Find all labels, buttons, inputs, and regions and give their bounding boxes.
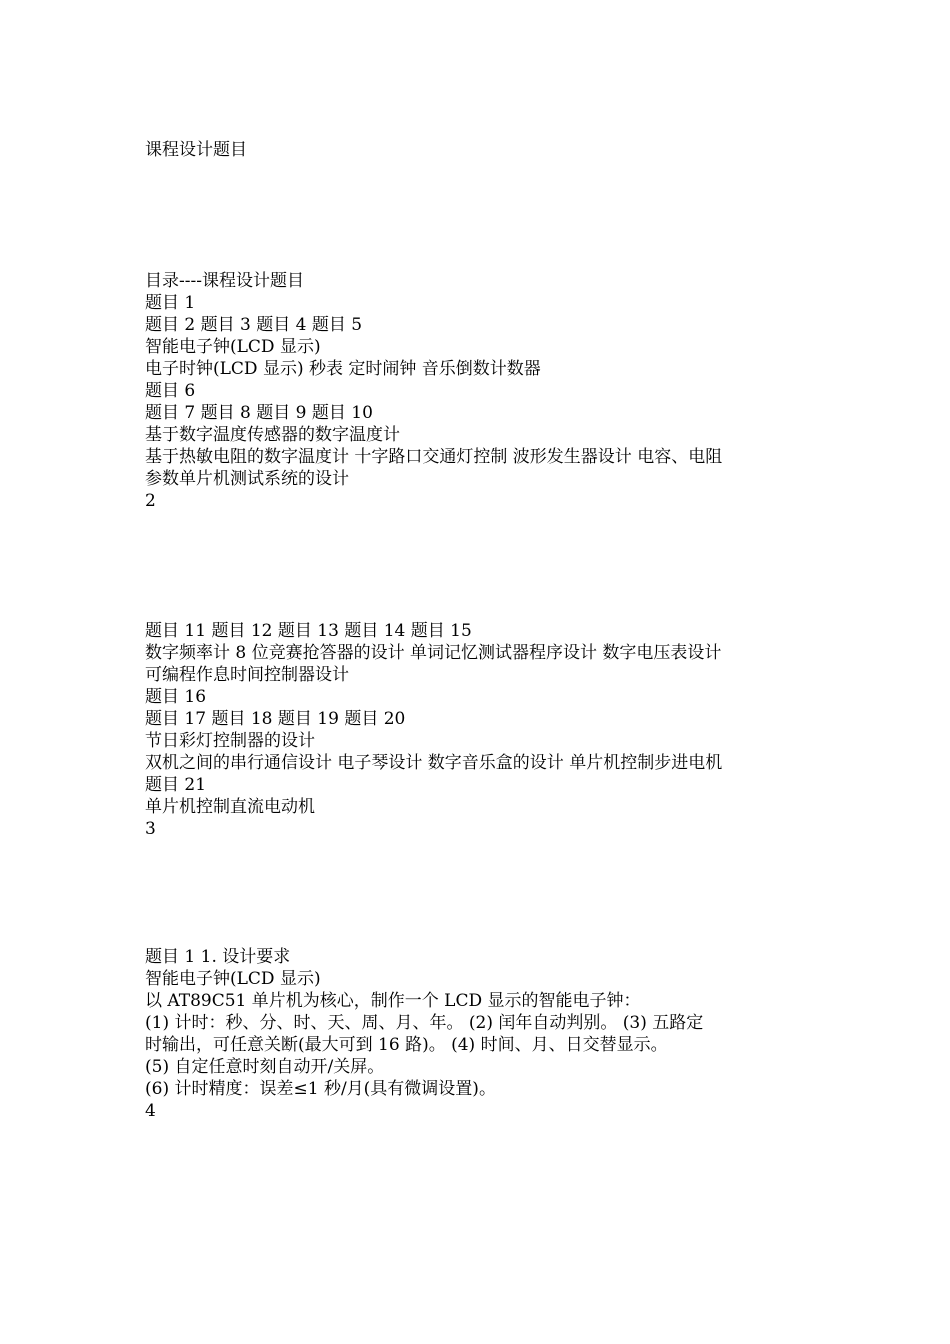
toc-line: 数字频率计 8 位竞赛抢答器的设计 单词记忆测试器程序设计 数字电压表设计 [145, 643, 722, 663]
body-line: (5) 自定任意时刻自动开/关屏。 [145, 1057, 385, 1077]
toc-line: 题目 2 题目 3 题目 4 题目 5 [145, 315, 363, 335]
toc-line: 题目 7 题目 8 题目 9 题目 10 [145, 403, 373, 423]
toc-line: 基于热敏电阻的数字温度计 十字路口交通灯控制 波形发生器设计 电容、电阻 [145, 447, 723, 467]
page-3-section [145, 620, 815, 840]
toc-line: 单片机控制直流电动机 [145, 797, 315, 817]
body-line: 时输出，可任意关断(最大可到 16 路)。 (4) 时间、月、日交替显示。 [145, 1035, 668, 1055]
body-line: (1) 计时：秒、分、时、天、周、月、年。 (2) 闰年自动判别。 (3) 五路定 [145, 1013, 704, 1033]
toc-line: 节日彩灯控制器的设计 [145, 731, 315, 751]
toc-line: 题目 11 题目 12 题目 13 题目 14 题目 15 [145, 621, 472, 641]
body-line: (6) 计时精度：误差≤1 秒/月(具有微调设置)。 [145, 1079, 496, 1099]
body-line: 以 AT89C51 单片机为核心，制作一个 LCD 显示的智能电子钟： [145, 991, 641, 1011]
page-4-section [145, 946, 815, 1122]
toc-heading: 目录----课程设计题目 [145, 271, 304, 291]
toc-line: 可编程作息时间控制器设计 [145, 665, 349, 685]
page-number: 2 [145, 491, 156, 511]
toc-line: 智能电子钟(LCD 显示) [145, 337, 321, 357]
toc-line: 题目 16 [145, 687, 207, 707]
toc-line: 双机之间的串行通信设计 电子琴设计 数字音乐盒的设计 单片机控制步进电机 [145, 753, 723, 773]
body-line: 智能电子钟(LCD 显示) [145, 969, 321, 989]
toc-line: 题目 17 题目 18 题目 19 题目 20 [145, 709, 406, 729]
toc-line: 参数单片机测试系统的设计 [145, 469, 349, 489]
page-number: 4 [145, 1101, 156, 1121]
section-heading: 题目 1 1. 设计要求 [145, 947, 291, 967]
document-title: 课程设计题目 [145, 140, 247, 160]
toc-section [145, 270, 815, 512]
toc-line: 电子时钟(LCD 显示) 秒表 定时闹钟 音乐倒数计数器 [145, 359, 541, 379]
toc-line: 题目 6 [145, 381, 196, 401]
page-number: 3 [145, 819, 156, 839]
toc-line: 题目 1 [145, 293, 196, 313]
toc-line: 题目 21 [145, 775, 207, 795]
toc-line: 基于数字温度传感器的数字温度计 [145, 425, 400, 445]
